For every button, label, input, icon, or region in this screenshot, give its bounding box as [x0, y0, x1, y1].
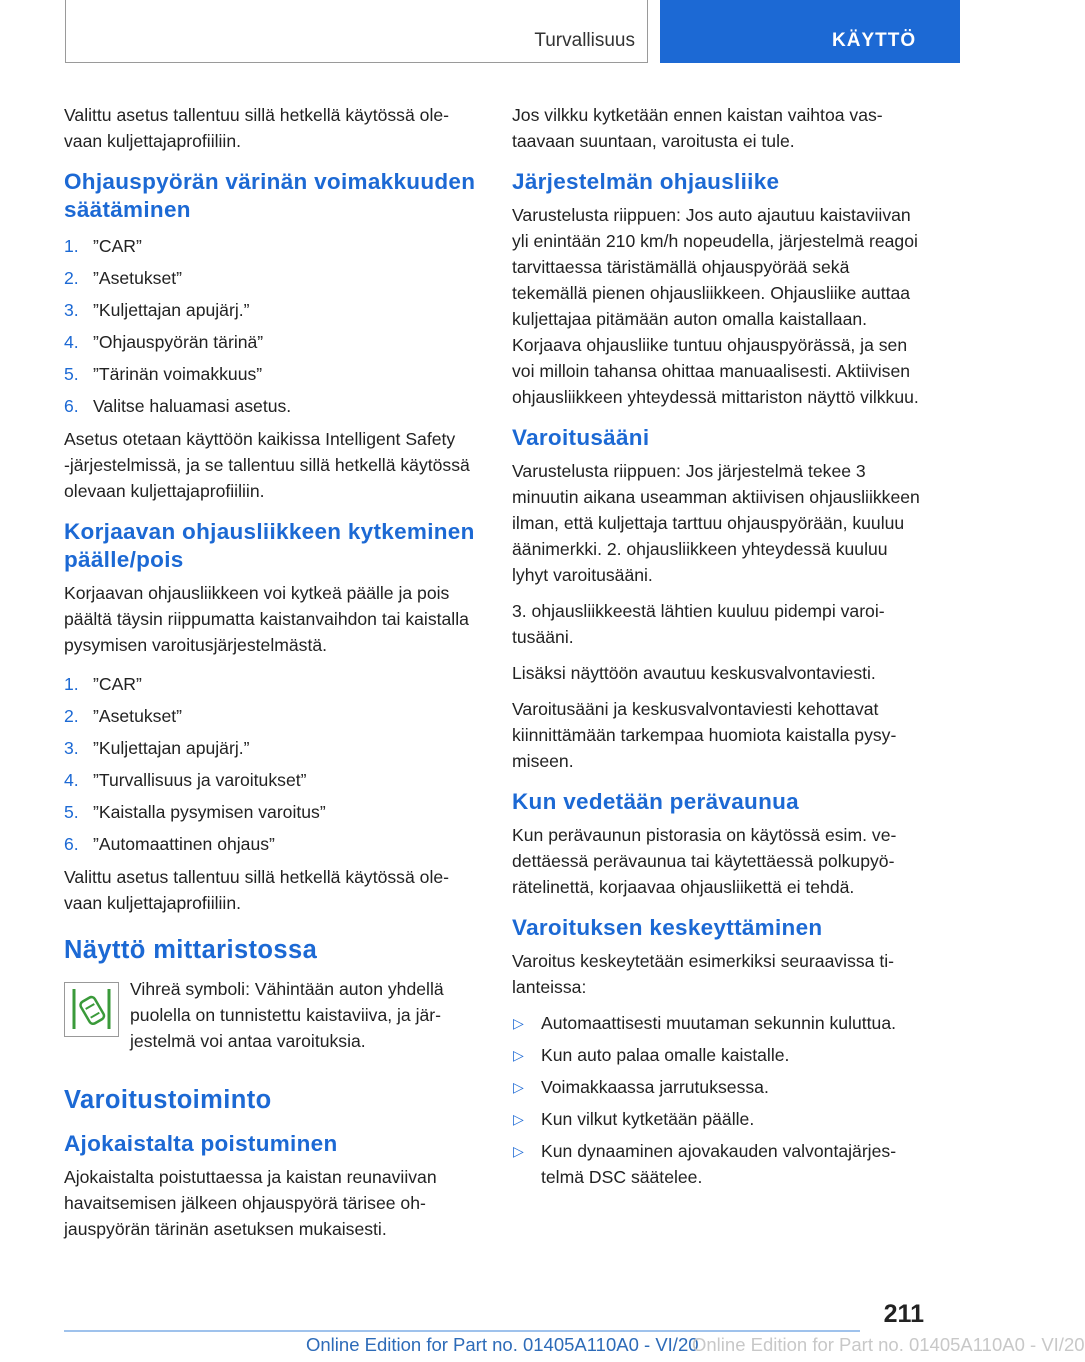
heading-display: Näyttö mittaristossa — [64, 936, 318, 964]
step-item: 6. ”Automaattinen ohjaus” — [64, 834, 275, 854]
blinker-paragraph: Jos vilkku kytketään ennen kaistan vaihtoa vastaavaan suuntaan, varoitusta ei tule. — [512, 105, 883, 151]
steps-corrective — [64, 668, 477, 860]
footer-edition: Online Edition for Part no. 01405A110A0 - VI/20 — [306, 1334, 699, 1355]
display-paragraph: Vihreä symboli: Vähintään auton yhdellä puolella on tunnistettu kaistaviiva, ja järjestelmä voi antaa varoituksia. — [130, 979, 444, 1051]
heading-system-steering: Järjestelmän ohjausliike — [512, 169, 780, 194]
step-item: 5. ”Tärinän voimakkuus” — [64, 364, 263, 384]
display-symbol-row — [64, 976, 477, 1066]
triangle-right-icon: ▷ — [513, 1143, 524, 1159]
heading-lane-departure: Ajokaistalta poistuminen — [64, 1131, 338, 1156]
heading-trailer: Kun vedetään perävaunua — [512, 789, 799, 814]
step-item: 5. ”Kaistalla pysymisen varoitus” — [64, 802, 326, 822]
warning-sound-paragraph-2: 3. ohjausliikkeestä lähtien kuuluu pidempi varoitusääni. — [512, 601, 885, 647]
steps-vibration — [64, 230, 477, 422]
heading-corrective-steering: Korjaavan ohjausliikkeen kytkeminen päälle/pois — [64, 519, 475, 572]
list-item: ▷ Voimakkaassa jarrutuksessa. — [512, 1074, 925, 1100]
triangle-right-icon: ▷ — [513, 1079, 524, 1095]
message-paragraph-2: Varoitusääni ja keskusvalvontaviesti kehottavat kiinnittämään tarkempaa huomiota kaistalla pysymiseen. — [512, 699, 897, 771]
corrective-paragraph: Korjaavan ohjausliikkeen voi kytkeä päälle ja pois päältä täysin riippumatta kaistanvaihdon tai kaistalla pysymisen varoitusjärjestelmästä. — [64, 583, 469, 655]
header-chapter-tab — [660, 0, 960, 63]
corrective-note: Valittu asetus tallentuu sillä hetkellä käytössä olevaan kuljettajaprofiiliin. — [64, 867, 449, 913]
triangle-right-icon: ▷ — [513, 1047, 524, 1063]
vibration-note: Asetus otetaan käyttöön kaikissa Intelligent Safety ‑järjestelmissä, ja se tallentuu sillä hetkellä käytössä olevaan kuljettajaprofiiliin. — [64, 429, 470, 501]
step-item: 2. ”Asetukset” — [64, 706, 182, 726]
step-item: 4. ”Ohjauspyörän tärinä” — [64, 332, 264, 352]
step-item: 3. ”Kuljettajan apujärj.” — [64, 738, 250, 758]
interrupt-list — [512, 1010, 925, 1190]
system-steering-paragraph: Varustelusta riippuen: Jos auto ajautuu kaistaviivan yli enintään 210 km/h nopeudella, järjestelmä reagoi tarvittaessa täristämällä ohjauspyörää sekä tekemällä pienen ohjausliikkeen. Ohjausliike auttaa kuljettajaa pitämään auton omalla kaistallaan. Korjaava ohjausliike tuntuu ohjauspyörässä, ja sen voi milloin tahansa ohittaa manuaalisesti. Aktiivisen ohjausliikkeen yhteydessä mittariston näyttö vilkkuu. — [512, 205, 919, 407]
heading-interrupt: Varoituksen keskeyttäminen — [512, 915, 823, 940]
header-chapter-title: KÄYTTÖ — [832, 30, 917, 51]
triangle-right-icon: ▷ — [513, 1015, 524, 1031]
trailer-paragraph: Kun perävaunun pistorasia on käytössä esim. vedettäessä perävaunua tai käytettäessä polkupyörätelinettä, korjaavaa ohjausliikettä ei tehdä. — [512, 825, 897, 897]
step-item: 6. Valitse haluamasi asetus. — [64, 396, 292, 416]
list-item: ▷ Kun vilkut kytketään päälle. — [512, 1106, 925, 1132]
footer-watermark: Online Edition for Part no. 01405A110A0 - VI/20 — [692, 1334, 1085, 1355]
list-item: ▷ Automaattisesti muutaman sekunnin kuluttua. — [512, 1010, 925, 1036]
step-item: 1. ”CAR” — [64, 674, 142, 694]
list-item: ▷ Kun dynaaminen ajovakauden valvontajärjestelmä DSC säätelee. — [512, 1138, 925, 1190]
interrupt-paragraph: Varoitus keskeytetään esimerkiksi seuraavissa tilanteissa: — [512, 951, 894, 997]
departure-paragraph: Ajokaistalta poistuttaessa ja kaistan reunaviivan havaitsemisen jälkeen ohjauspyörä tärisee ohjauspyörän tärinän asetuksen mukaisesti. — [64, 1167, 437, 1239]
triangle-right-icon: ▷ — [513, 1111, 524, 1127]
message-paragraph: Lisäksi näyttöön avautuu keskusvalvontaviesti. — [512, 663, 876, 683]
page-number: 211 — [883, 1300, 924, 1328]
heading-warning-sound: Varoitusääni — [512, 425, 650, 450]
intro-paragraph: Valittu asetus tallentuu sillä hetkellä käytössä olevaan kuljettajaprofiiliin. — [64, 105, 449, 151]
right-column — [512, 102, 925, 1196]
list-item: ▷ Kun auto palaa omalle kaistalle. — [512, 1042, 925, 1068]
step-item: 1. ”CAR” — [64, 236, 142, 256]
warning-sound-paragraph: Varustelusta riippuen: Jos järjestelmä tekee 3 minuutin aikana useamman aktiivisen ohjausliikkeen ilman, että kuljettaja tarttuu ohjauspyörään, kuuluu äänimerkki. 2. ohjausliikkeen yhteydessä kuuluu lyhyt varoitusääni. — [512, 461, 920, 585]
left-column — [64, 102, 477, 1252]
lane-departure-icon — [64, 982, 119, 1037]
header-section-title: Turvallisuus — [534, 30, 635, 51]
heading-vibration-strength: Ohjauspyörän värinän voimakkuuden säätäminen — [64, 169, 476, 222]
heading-warning-function: Varoitustoiminto — [64, 1086, 272, 1114]
step-item: 4. ”Turvallisuus ja varoitukset” — [64, 770, 307, 790]
header-section-box — [65, 0, 648, 63]
footer-divider — [64, 1330, 860, 1332]
step-item: 3. ”Kuljettajan apujärj.” — [64, 300, 250, 320]
step-item: 2. ”Asetukset” — [64, 268, 182, 288]
